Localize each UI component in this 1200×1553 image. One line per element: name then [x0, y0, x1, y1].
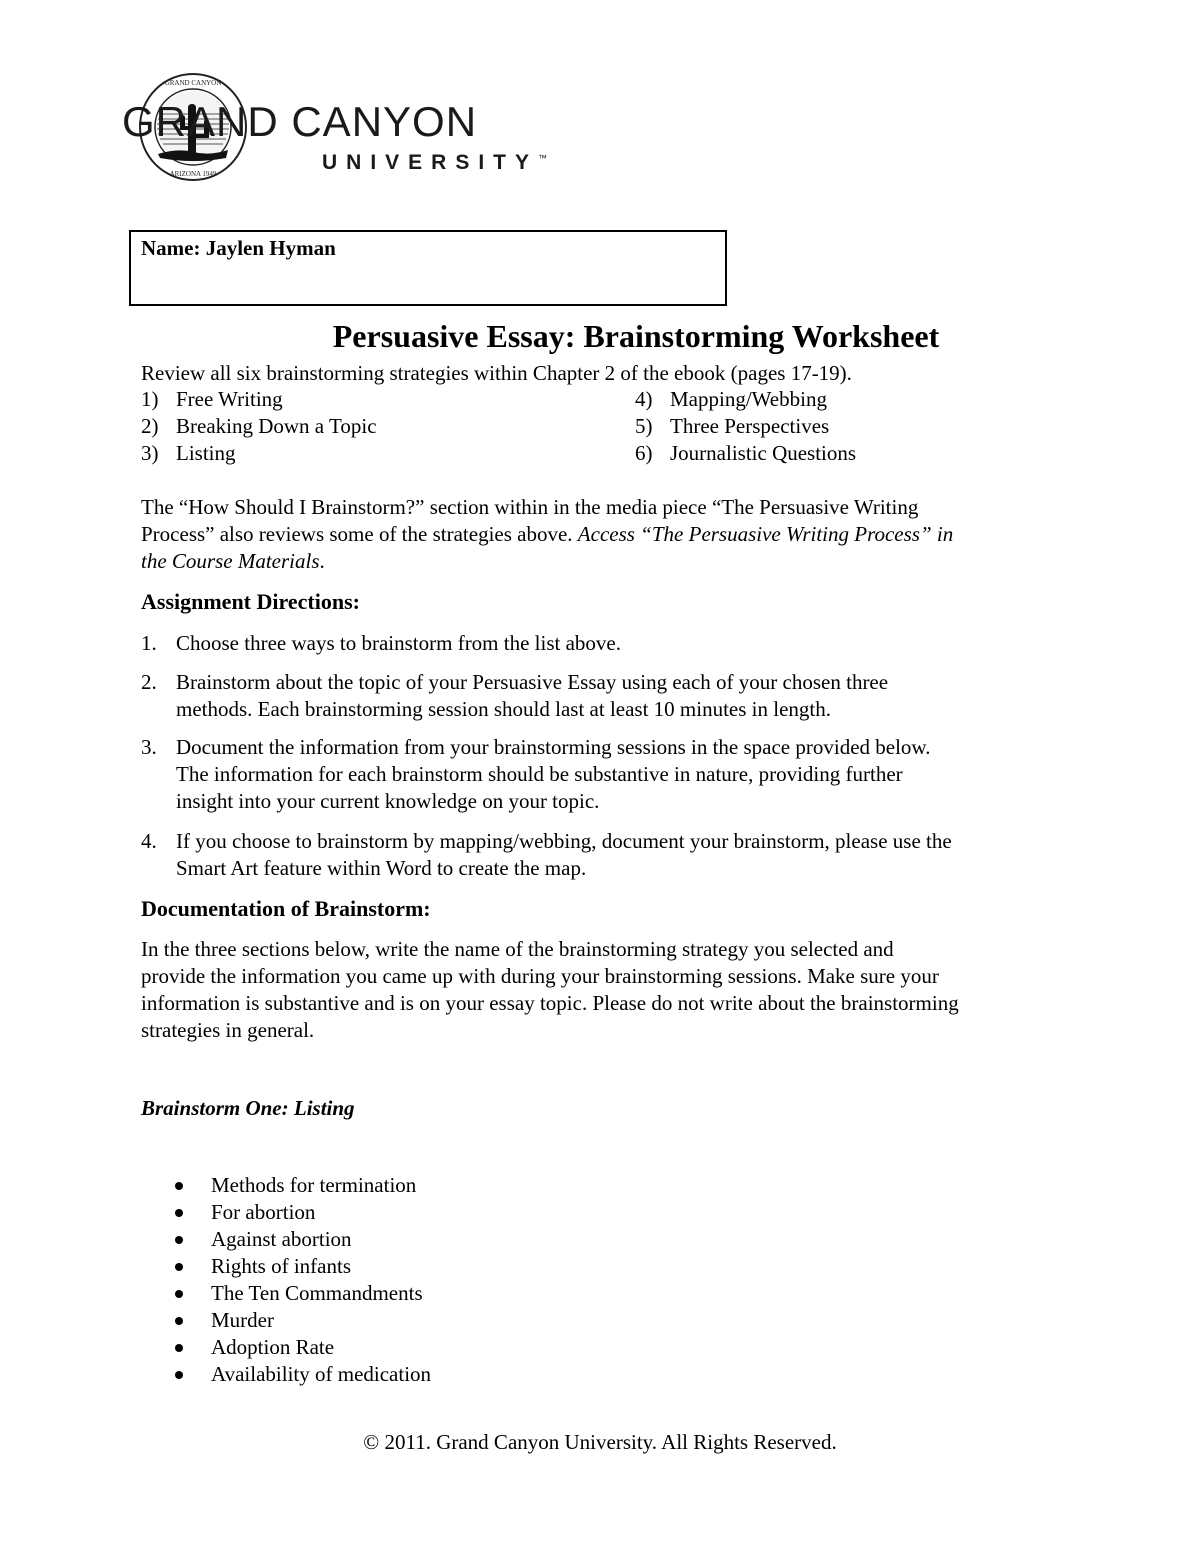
- list-item: Murder: [172, 1307, 431, 1334]
- svg-text:ARIZONA 1949: ARIZONA 1949: [169, 170, 217, 178]
- list-item: Methods for termination: [172, 1172, 431, 1199]
- strategy-item: 3) Listing: [141, 441, 236, 465]
- strategy-item: 1) Free Writing: [141, 387, 283, 411]
- copyright-footer: © 2011. Grand Canyon University. All Rights Reserved.: [363, 1430, 837, 1454]
- strategy-item: 4) Mapping/Webbing: [635, 387, 827, 411]
- documentation-line: strategies in general.: [141, 1018, 315, 1042]
- media-paragraph-line: Process” also reviews some of the strategies above. Access “The Persuasive Writing Process” in: [141, 522, 954, 546]
- bullet-icon: [175, 1209, 183, 1217]
- logo-wordmark-university: UNIVERSITY™: [322, 151, 548, 174]
- assignment-directions-heading: Assignment Directions:: [141, 589, 360, 614]
- bullet-icon: [175, 1182, 183, 1190]
- documentation-heading: Documentation of Brainstorm:: [141, 896, 431, 921]
- list-item: Rights of infants: [172, 1253, 431, 1280]
- bullet-icon: [175, 1371, 183, 1379]
- course-materials-link-text: Access “The Persuasive Writing Process” in: [577, 522, 954, 546]
- bullet-icon: [175, 1263, 183, 1271]
- bullet-icon: [175, 1317, 183, 1325]
- bullet-icon: [175, 1290, 183, 1298]
- brainstorm-one-title: Brainstorm One: Listing: [141, 1096, 355, 1120]
- documentation-line: information is substantive and is on your essay topic. Please do not write about the brainstorming: [141, 991, 959, 1015]
- intro-text: Review all six brainstorming strategies within Chapter 2 of the ebook (pages 17-19).: [141, 361, 852, 385]
- strategy-item: 6) Journalistic Questions: [635, 441, 857, 465]
- strategy-item: 2) Breaking Down a Topic: [141, 414, 377, 438]
- list-item: Adoption Rate: [172, 1334, 431, 1361]
- list-item: The Ten Commandments: [172, 1280, 431, 1307]
- bullet-icon: [175, 1344, 183, 1352]
- documentation-line: In the three sections below, write the name of the brainstorming strategy you selected and: [141, 937, 894, 961]
- bullet-icon: [175, 1236, 183, 1244]
- logo-wordmark-grand-canyon: GRAND CANYON: [122, 98, 478, 145]
- document-page: GRAND CANYON ARIZONA 1949 GRAND CANYON UNIVERSITY™ Name: Jaylen Hyman Persuasive Essay: Brainstorming Worksheet Review all six brainstorming strategies within Chapter 2 of the ebook (pages 17-19). 1) Free Writing 2) Breaking Down a Topic 3) Listing 4) Mapping/Webbing 5) Three Perspectives 6) Journalistic Questions The “How Should I Brainstorm?” section within in the media piece “The Persuasive Writing Process” also reviews some of the strategies above. Access “The Persuasive Writing Process” in the Course Materials. Assignment Directions: 1. Choose three ways to brainstorm from the list above. 2. Brainstorm about the topic of your Persuasive Essay using each of your chosen three methods. Each brainstorming session should last at least 10 minutes in length. 3. Document the information from your brainstorming sessions in the space provided below. The information for each brainstorm should be substantive in nature, providing further insight into your current knowledge on your topic. 4. If you choose to brainstorm by mapping/webbing, document your brainstorm, please use the Smart Art feature within Word to create the map. Documentation of Brainstorm: In the three sections below, write the name of the brainstorming strategy you selected and provide the information you came up with during your brainstorming sessions. Make sure your information is substantive and is on your essay topic. Please do not write about the brainstorming strategies in general. Brainstorm One: Listing Methods for termination For abortion Against abortion Rights of infants The Ten Commandments Murder Adoption Rate Availability of medication © 2011. Grand Canyon University. All Rights Reserved.: [0, 0, 1200, 1553]
- strategy-item: 5) Three Perspectives: [635, 414, 830, 438]
- brainstorm-one-list: [172, 1172, 431, 1388]
- svg-text:GRAND CANYON: GRAND CANYON: [164, 79, 222, 87]
- media-paragraph-line: The “How Should I Brainstorm?” section within in the media piece “The Persuasive Writing: [141, 495, 919, 519]
- documentation-line: provide the information you came up with during your brainstorming sessions. Make sure your: [141, 964, 939, 988]
- media-paragraph-line: the Course Materials.: [141, 549, 325, 573]
- list-item: Availability of medication: [172, 1361, 431, 1388]
- student-name: Name: Jaylen Hyman: [141, 236, 336, 260]
- list-item: Against abortion: [172, 1226, 431, 1253]
- page-title: Persuasive Essay: Brainstorming Worksheet: [332, 318, 940, 354]
- list-item: For abortion: [172, 1199, 431, 1226]
- name-box: [129, 230, 727, 306]
